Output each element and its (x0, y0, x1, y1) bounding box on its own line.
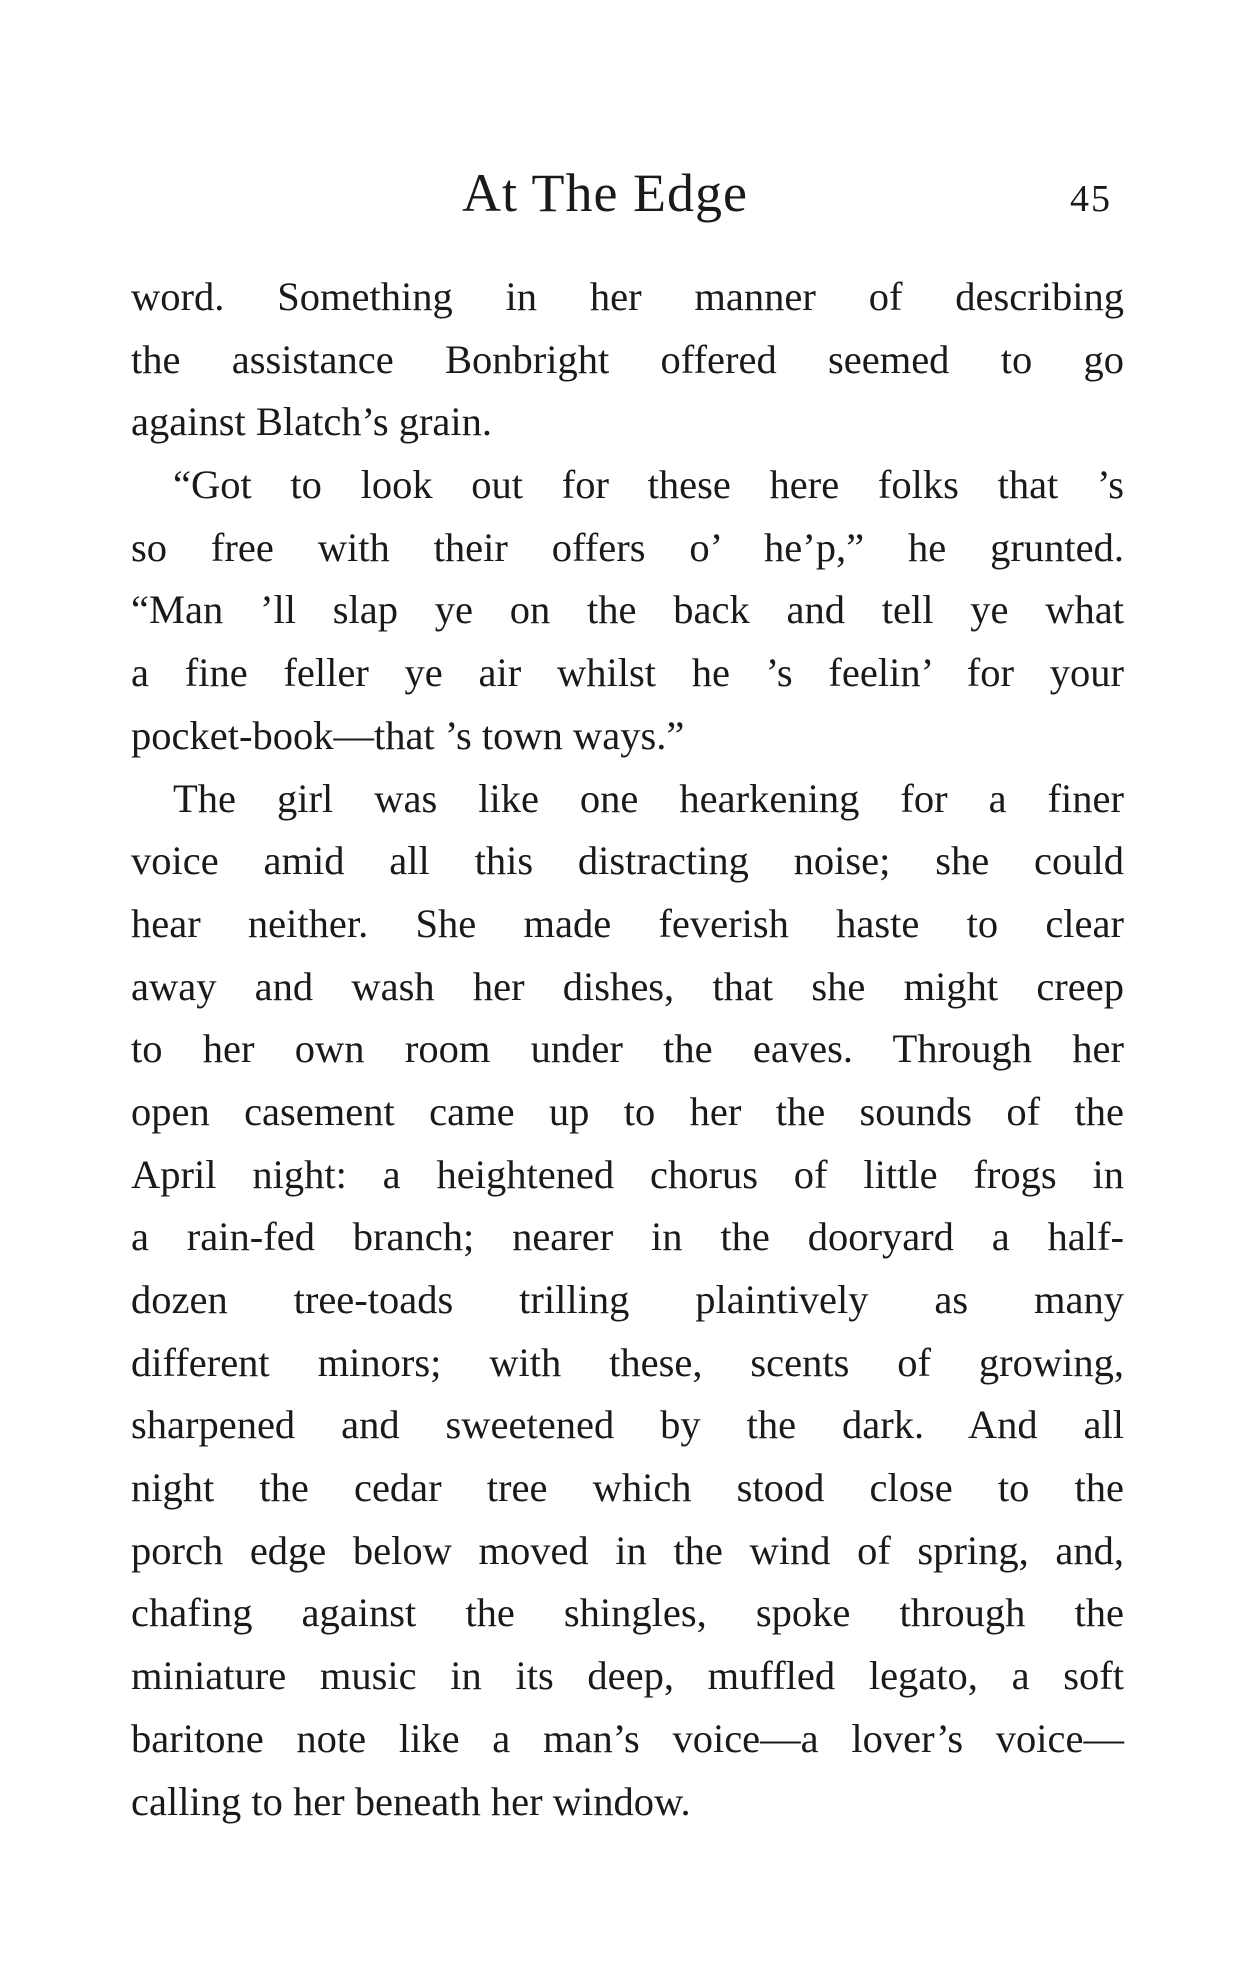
text-line: calling to her beneath her window. (131, 1778, 691, 1824)
text-line: chafing against the shingles, spoke through the (131, 1590, 1124, 1636)
text-line: dozen tree-toads trilling plaintively as many (131, 1277, 1124, 1322)
text-line: The girl was like one hearkening for a finer (173, 775, 1124, 821)
running-head (0, 158, 1256, 228)
text-line: baritone note like a man’s voice—a lover’s voice— (131, 1715, 1124, 1761)
text-line: away and wash her dishes, that she might creep (131, 963, 1124, 1009)
text-line: word. Something in her manner of describing (131, 274, 1124, 319)
text-line: the assistance Bonbright offered seemed to go (131, 336, 1124, 382)
text-line: “Man ’ll slap ye on the back and tell ye what (131, 587, 1124, 633)
text-line: hear neither. She made feverish haste to clear (131, 900, 1124, 946)
text-line: miniature music in its deep, muffled legato, a soft (131, 1653, 1124, 1699)
chapter-title: At The Edge (462, 163, 748, 223)
text-line: to her own room under the eaves. Through her (131, 1026, 1124, 1072)
text-line: porch edge below moved in the wind of spring, and, (131, 1527, 1124, 1573)
text-line: a fine feller ye air whilst he ’s feelin’ for your (131, 650, 1124, 696)
text-line: April night: a heightened chorus of little frogs in (131, 1151, 1124, 1197)
text-line: different minors; with these, scents of growing, (131, 1339, 1124, 1385)
text-line: night the cedar tree which stood close to the (131, 1465, 1124, 1511)
text-line: open casement came up to her the sounds of the (131, 1088, 1124, 1134)
text-line: “Got to look out for these here folks that ’s (173, 462, 1124, 508)
text-line: against Blatch’s grain. (131, 399, 493, 445)
text-line: voice amid all this distracting noise; she could (131, 838, 1124, 884)
body-text (131, 266, 1124, 1833)
text-line: a rain-fed branch; nearer in the dooryard a half- (131, 1214, 1124, 1260)
text-line: so free with their offers o’ he’p,” he grunted. (131, 524, 1124, 570)
page-number: 45 (1070, 178, 1112, 220)
text-line: sharpened and sweetened by the dark. And all (131, 1402, 1124, 1448)
text-line: pocket-book—that ’s town ways.” (131, 712, 685, 758)
